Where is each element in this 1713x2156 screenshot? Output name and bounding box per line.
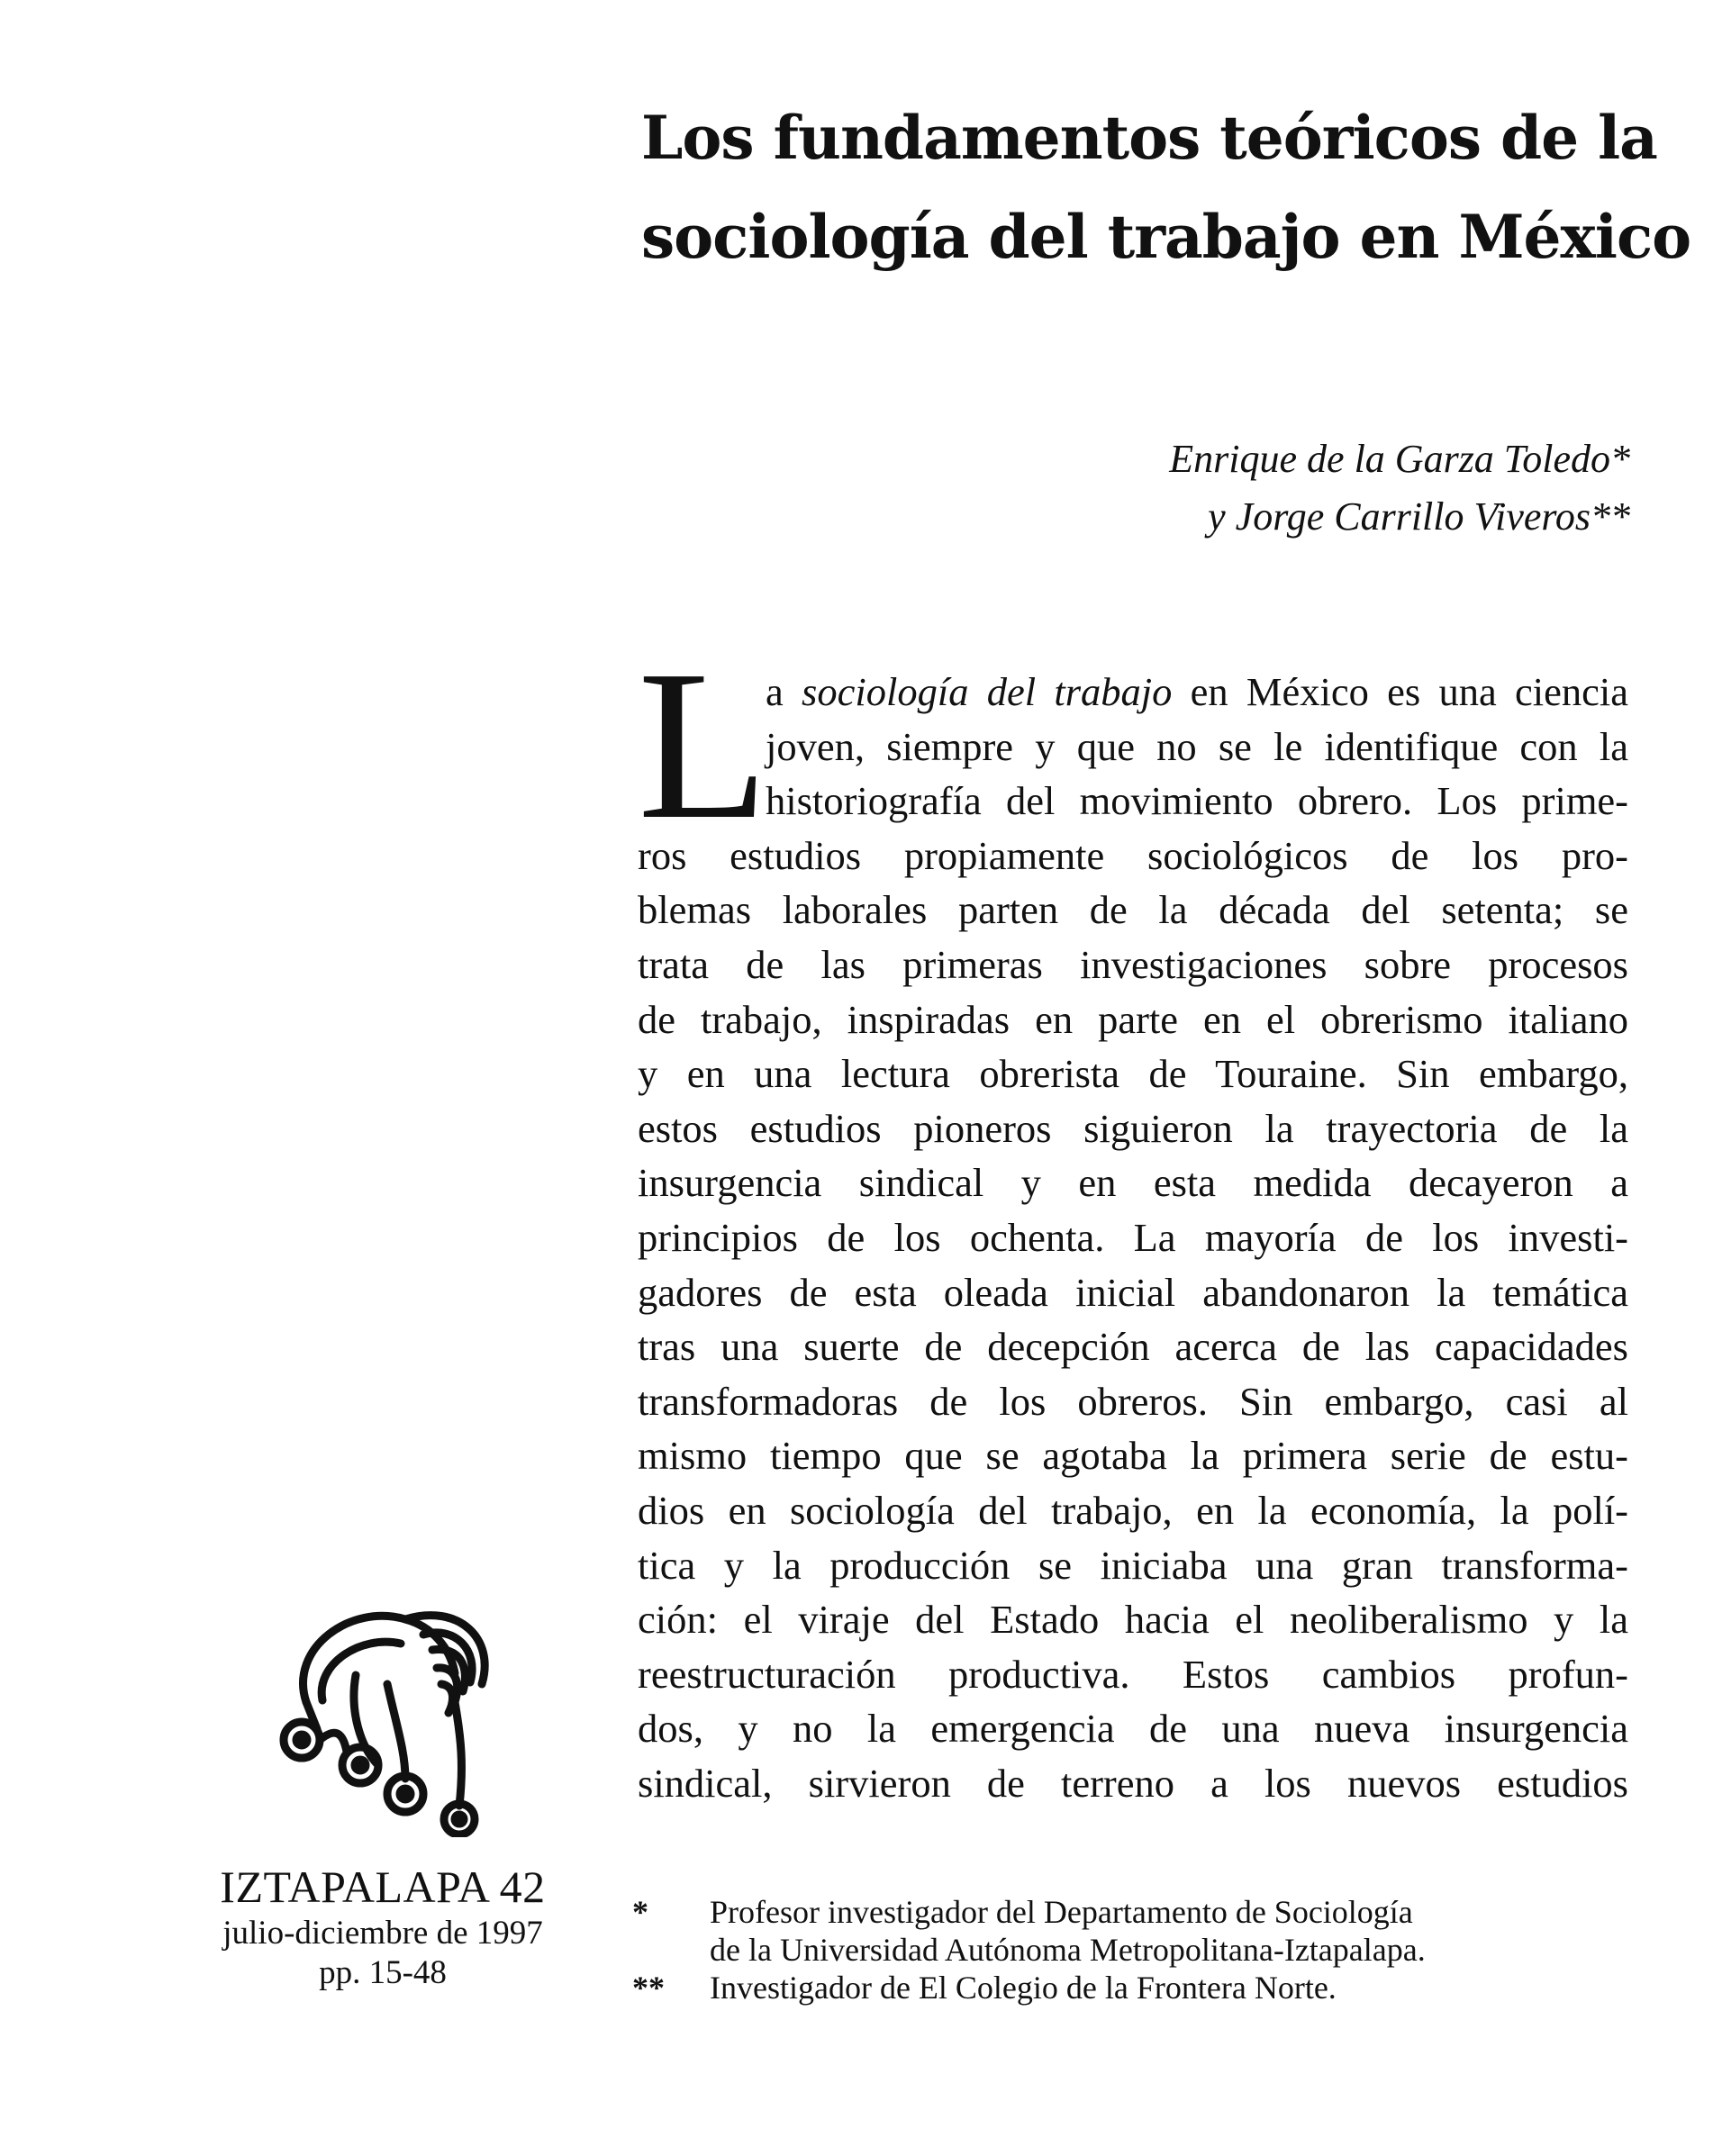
body-line: mismo tiempo que se agotaba la primera serie de estu- <box>638 1433 1628 1479</box>
drop-cap: L <box>638 627 769 864</box>
body-line: principios de los ochenta. La mayoría de los investi- <box>638 1214 1628 1260</box>
footnote-line: Profesor investigador del Departamento de Sociología <box>710 1894 1413 1930</box>
body-italic-term: sociología del trabajo <box>802 669 1173 714</box>
journal-pages: pp. 15-48 <box>319 1954 447 1991</box>
body-line: dos, y no la emergencia de una nueva insurgencia <box>638 1706 1628 1752</box>
body-line: blemas laborales parten de la década del setenta; se <box>638 887 1628 933</box>
body-line: de trabajo, inspiradas en parte en el obrerismo italiano <box>638 996 1628 1042</box>
footnote-line: Investigador de El Colegio de la Frontera Norte. <box>710 1970 1337 2006</box>
body-line: reestructuración productiva. Estos cambios profun- <box>638 1651 1628 1697</box>
aztec-glyph-icon <box>270 1594 504 1837</box>
author-line-1: Enrique de la Garza Toledo* <box>1169 437 1630 481</box>
body-line: trata de las primeras investigaciones sobre procesos <box>638 941 1628 987</box>
body-line: sindical, sirvieron de terreno a los nuevos estudios <box>638 1760 1628 1806</box>
footnotes <box>632 1893 1632 2007</box>
body-line-first <box>638 665 1628 720</box>
body-line: tica y la producción se iniciaba una gran transforma- <box>638 1542 1628 1588</box>
body-line: ros estudios propiamente sociológicos de los pro- <box>638 832 1628 878</box>
author-line-2: y Jorge Carrillo Viveros** <box>1208 494 1630 539</box>
journal-name: IZTAPALAPA 42 <box>220 1862 546 1912</box>
body-line: tras una suerte de decepción acerca de las capacidades <box>638 1324 1628 1370</box>
body-line: gadores de esta oleada inicial abandonaron la temática <box>638 1269 1628 1315</box>
body-line: joven, siempre y que no se le identifique con la <box>766 723 1628 769</box>
article-title-line-1: Los fundamentos teóricos de la <box>641 103 1657 173</box>
journal-info <box>194 1860 572 1993</box>
body-line: ción: el viraje del Estado hacia el neoliberalismo y la <box>638 1597 1628 1643</box>
article-body <box>638 627 1628 1810</box>
body-line: y en una lectura obrerista de Touraine. Sin embargo, <box>638 1051 1628 1097</box>
article-title-line-2: sociología del trabajo en México <box>641 202 1691 272</box>
footnote-line: de la Universidad Autónoma Metropolitana-Iztapalapa. <box>710 1932 1426 1968</box>
footnote-marker: ** <box>632 1970 665 2006</box>
footnote-1 <box>632 1893 1632 1969</box>
body-line-first-tail: en México es una ciencia <box>1172 669 1628 714</box>
body-line: insurgencia sindical y en esta medida decayeron a <box>638 1160 1628 1206</box>
author-block <box>1169 430 1630 546</box>
body-line-first-lead: a <box>766 669 802 714</box>
footnote-marker: * <box>632 1894 648 1930</box>
body-line: transformadoras de los obreros. Sin embargo, casi al <box>638 1378 1628 1424</box>
journal-dates: julio-diciembre de 1997 <box>222 1915 543 1952</box>
footnote-text <box>710 1969 1632 2007</box>
article-title <box>641 88 1691 286</box>
body-line: estos estudios pioneros siguieron la trayectoria de la <box>638 1105 1628 1151</box>
footnote-text <box>710 1893 1632 1969</box>
footnote-2 <box>632 1969 1632 2007</box>
body-line: dios en sociología del trabajo, en la economía, la polí- <box>638 1487 1628 1533</box>
body-line: historiografía del movimiento obrero. Los prime- <box>766 778 1628 824</box>
